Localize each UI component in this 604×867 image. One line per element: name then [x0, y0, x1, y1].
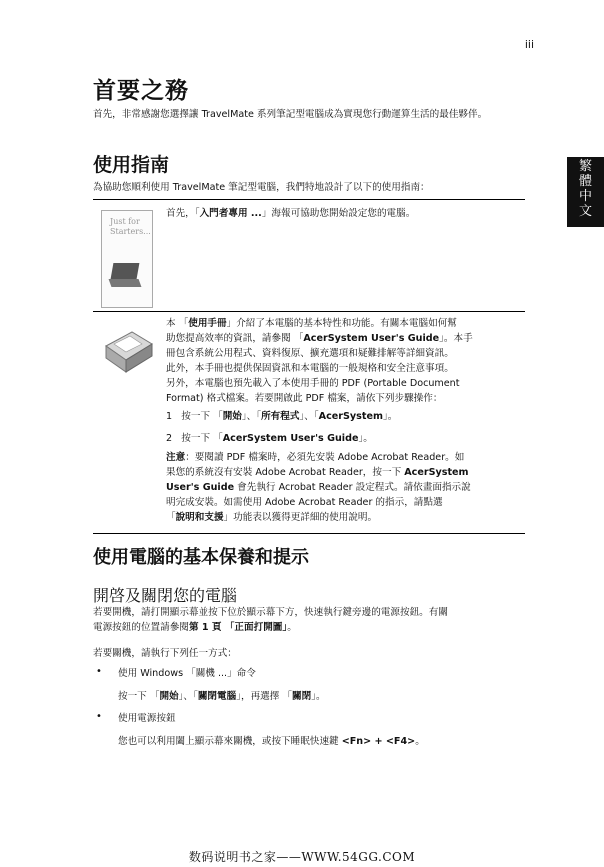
- just-for-starters-poster: [101, 210, 153, 308]
- note-block: 注意：要閱讀 PDF 檔案時，必須先安裝 Adobe Acrobat Reader。如 果您的系統沒有安裝 Adobe Acrobat Reader，按一下 AcerSystem User's Guide 會先執行 Acrobat Reader 設定程式。請依畫面指示說 明完成安裝。如需使用 Adobe Acrobat Reader 的指示，請點選 「說明和支援」功能表以獲得更詳細的使用說明。: [166, 452, 471, 523]
- page-number: iii: [524, 38, 534, 51]
- poster-title: Just for Starters...: [110, 217, 151, 236]
- user-manual-icon: [102, 326, 154, 376]
- sleep-hotkey-text: 您也可以利用闔上顯示幕來關機，或按下睡眠快速鍵 <Fn> + <F4>。: [118, 736, 425, 747]
- manual-description: 本 「使用手冊」介紹了本電腦的基本特性和功能。有關本電腦如何幫 助您提高效率的資訊，請參閱 「AcerSystem User's Guide」。本手 冊包含系統公用程式、資料復原、擴充選項和疑難排解等詳細資訊。 此外，本手冊也提供保固資訊和本電腦的一般規格和安全注意事項。 另外，本電腦也預先載入了本使用手冊的 PDF (Portable Document Format) 格式檔案。若要開啟此 PDF 檔案，請依下列步驟操作：: [166, 318, 473, 404]
- intro-paragraph: 首先，非常感謝您選擇讓 TravelMate 系列筆記型電腦成為實現您行動運算生活的最佳夥伴。: [93, 109, 488, 120]
- step-1: 1 按一下 「開始」、「所有程式」、「AcerSystem」。: [166, 411, 398, 422]
- divider: [93, 311, 525, 312]
- bullet-power-button: 使用電源按鈕: [118, 713, 176, 724]
- guides-heading: 使用指南: [93, 154, 170, 176]
- bullet-windows-shutdown: 使用 Windows 「關機 ...」命令: [118, 668, 256, 679]
- bullet-dot: •: [96, 666, 102, 677]
- step-2: 2 按一下 「AcerSystem User's Guide」。: [166, 433, 373, 444]
- page-title: 首要之務: [93, 78, 189, 104]
- care-heading: 使用電腦的基本保養和提示: [93, 547, 309, 568]
- footer-watermark: 数码说明书之家——WWW.54GG.COM: [188, 850, 416, 864]
- bullet-dot: •: [96, 711, 102, 722]
- side-tab-label: 繁體中文: [578, 159, 592, 219]
- starters-text: 首先，「入門者專用 ...」海報可協助您開始設定您的電腦。: [166, 208, 416, 219]
- shutdown-steps: 按一下 「開始」、「關閉電腦」，再選擇 「關閉」。: [118, 691, 326, 702]
- power-on-paragraph: 若要開機，請打開顯示幕並按下位於顯示幕下方，快速執行鍵旁邊的電源按鈕。有關 電源按鈕的位置請參閱第 1 頁 「正面打開圖」。: [93, 607, 448, 633]
- language-side-tab: [567, 157, 604, 227]
- divider: [93, 533, 525, 534]
- guides-lead: 為協助您順利使用 TravelMate 筆記型電腦，我們特地設計了以下的使用指南：: [93, 182, 430, 193]
- shutdown-lead: 若要關機，請執行下列任一方式：: [93, 648, 237, 659]
- power-subheading: 開啓及關閉您的電腦: [93, 586, 238, 605]
- divider: [93, 199, 525, 200]
